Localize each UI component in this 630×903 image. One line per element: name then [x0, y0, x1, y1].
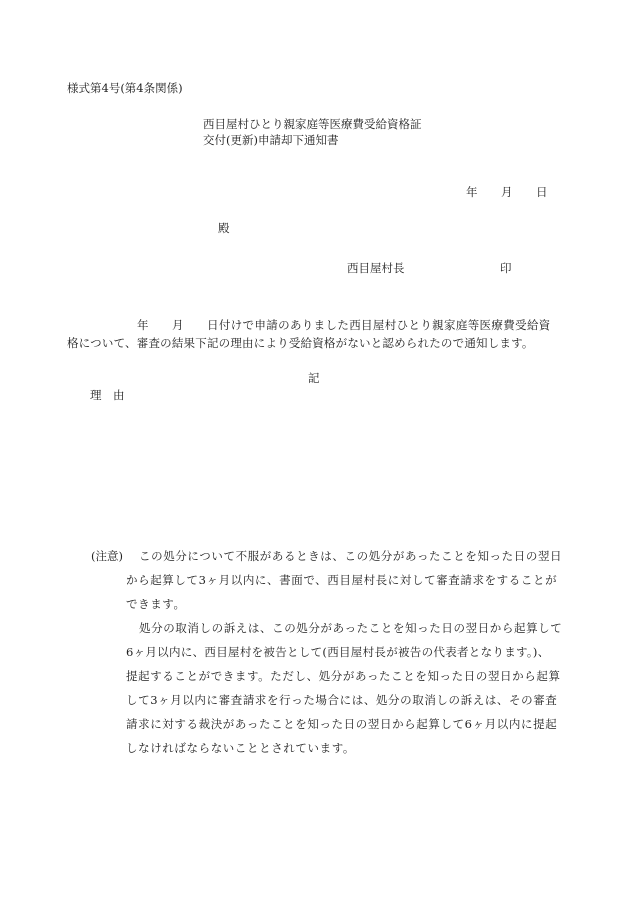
addressee-suffix: 殿 [218, 221, 230, 235]
notes-line: できます。 [126, 597, 186, 611]
notes-line: この処分について不服があるときは、この処分があったことを知った日の翌日 [139, 549, 563, 563]
notes-label: (注意) [91, 549, 123, 563]
notes-line: から起算して3ヶ月以内に、書面で、西目屋村長に対して審査請求をすることが [126, 573, 558, 587]
body-line2: 格について、審査の結果下記の理由により受給資格がないと認められたので通知します。 [67, 336, 534, 350]
date-month: 月 [501, 185, 513, 199]
document-title-line2: 交付(更新)申請却下通知書 [203, 133, 339, 147]
notes-line: しなければならないこととされています。 [126, 741, 355, 755]
issuer-name: 西目屋村長 [347, 261, 405, 275]
form-number: 様式第4号(第4条関係) [67, 81, 183, 95]
ki-heading: 記 [308, 371, 320, 385]
body-year: 年 [137, 318, 149, 332]
notes-line: 請求に対する裁決があったことを知った日の翌日から起算して6ヶ月以内に提起 [126, 717, 558, 731]
document-title-line1: 西目屋村ひとり親家庭等医療費受給資格証 [203, 117, 422, 131]
notes-line: して3ヶ月以内に審査請求を行った場合には、処分の取消しの訴えは、その審査 [126, 693, 558, 707]
body-month: 月 [172, 318, 184, 332]
date-year: 年 [466, 185, 478, 199]
date-day: 日 [536, 185, 548, 199]
body-line1: 日付けで申請のありました西目屋村ひとり親家庭等医療費受給資 [207, 318, 551, 332]
seal-mark: 印 [500, 261, 512, 275]
reason-label: 理 由 [90, 388, 125, 402]
notes-line: 処分の取消しの訴えは、この処分があったことを知った日の翌日から起算して [139, 621, 563, 635]
notes-line: 提起することができます。ただし、処分があったことを知った日の翌日から起算 [126, 669, 561, 683]
notes-line: 6ヶ月以内に、西目屋村を被告として(西目屋村長が被告の代表者となります。)、 [126, 645, 550, 659]
